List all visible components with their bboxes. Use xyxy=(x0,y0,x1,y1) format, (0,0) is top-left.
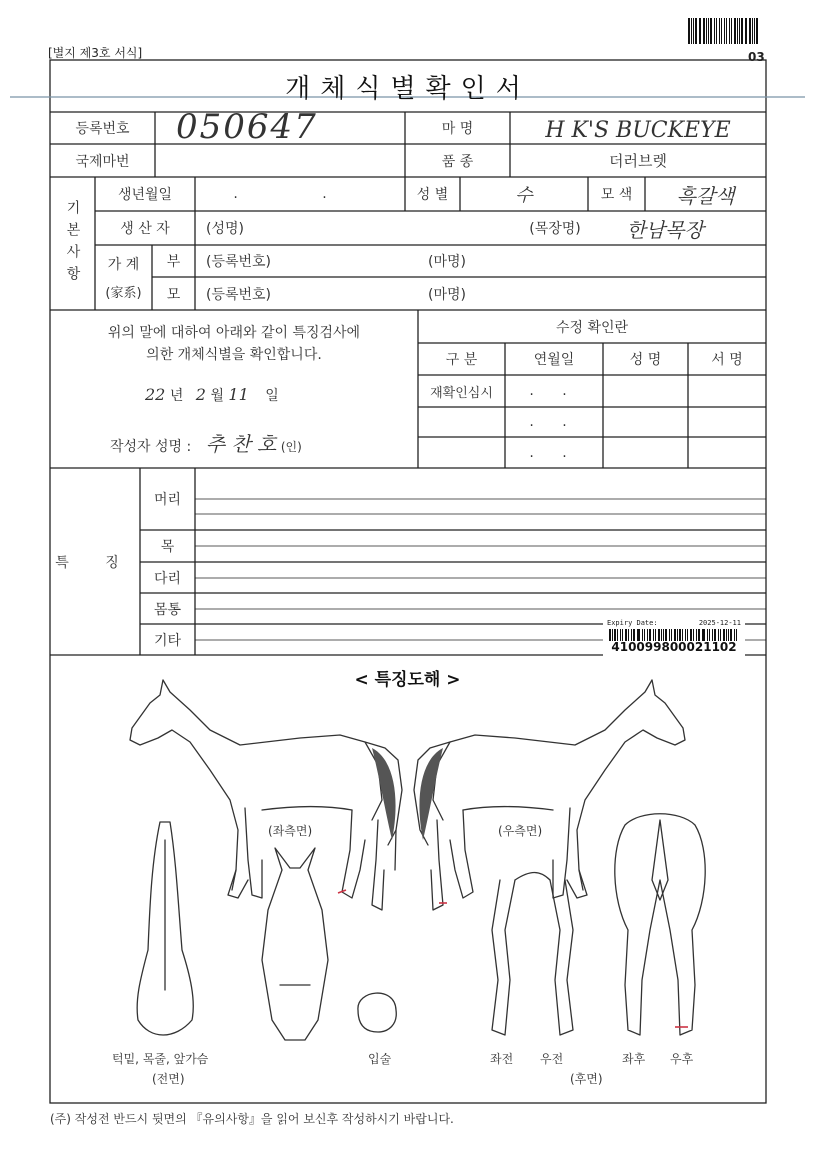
right-fore-label: 우전 xyxy=(540,1052,564,1066)
horse-forelegs-view xyxy=(492,873,573,1036)
expiry-value: 2025-12-11 xyxy=(698,619,741,627)
feature-head: 머리 xyxy=(153,492,182,508)
sex-label: 성 별 xyxy=(416,187,449,203)
dam-reg-label: (등록번호) xyxy=(206,286,272,303)
writer-seal: (인) xyxy=(280,440,302,454)
lips-label: 입술 xyxy=(368,1052,392,1066)
farm-label: (목장명) xyxy=(529,221,581,237)
markings xyxy=(338,890,688,1027)
statement-line2: 의한 개체식별을 확인합니다. xyxy=(146,347,322,363)
horse-front-view xyxy=(137,822,193,1035)
pedigree-sub: (家系) xyxy=(105,286,142,301)
sire-label: 부 xyxy=(166,254,181,270)
revision-row-1-type: 재확인심시 xyxy=(430,385,493,401)
date-month-unit: 월 xyxy=(210,388,224,404)
basic-section-text: 기본사항 xyxy=(64,199,81,288)
revision-header-sign: 서 명 xyxy=(711,352,743,368)
tails xyxy=(372,748,443,840)
name-value: H K'S BUCKEYE xyxy=(545,117,731,143)
pedigree-text: 가 계 xyxy=(107,257,140,273)
breeder-name-label: (성명) xyxy=(206,221,244,237)
coat-value: 흑갈색 xyxy=(676,183,735,208)
date-year-unit: 년 xyxy=(169,388,184,404)
feature-neck: 목 xyxy=(160,539,175,555)
breed-value: 더러브렛 xyxy=(609,152,667,170)
breed-label: 품 종 xyxy=(441,153,474,170)
date-year: 22 xyxy=(145,385,166,404)
dam-name-label: (마명) xyxy=(428,286,466,303)
reg-no-value: 050647 xyxy=(176,107,318,147)
rear-label: (후면) xyxy=(570,1072,603,1086)
front-label: (전면) xyxy=(152,1072,185,1086)
features-label: 특 징 xyxy=(55,554,135,571)
farm-value: 한남목장 xyxy=(626,217,704,242)
form-title: 개체식별확인서 xyxy=(285,73,531,104)
revision-header-date: 연월일 xyxy=(533,352,575,368)
right-hind-label: 우후 xyxy=(670,1052,694,1066)
front-caption: 턱밑, 목줄, 앞가슴 xyxy=(112,1052,209,1066)
revision-header-type: 구 분 xyxy=(445,352,478,368)
left-hind-label: 좌후 xyxy=(622,1052,646,1066)
date-day: 11 xyxy=(228,385,249,404)
revision-row-3-date: . . xyxy=(529,444,579,461)
form-label: [별지 제3호 서식] xyxy=(48,46,143,60)
diagram-title: < 특징도해 > xyxy=(354,669,461,690)
revision-row-2-date: . . xyxy=(529,414,579,430)
feature-legs: 다리 xyxy=(153,570,182,587)
horse-rear-view xyxy=(615,814,705,1035)
left-fore-label: 좌전 xyxy=(490,1052,514,1066)
horse-lips-view xyxy=(358,993,396,1032)
revision-header-name: 성 명 xyxy=(629,352,662,368)
coat-label: 모 색 xyxy=(600,187,633,203)
statement-line1: 위의 말에 대하여 아래와 같이 특징검사에 xyxy=(107,325,361,341)
sire-reg-label: (등록번호) xyxy=(206,254,272,270)
sticker-number: 410099800021102 xyxy=(611,640,737,654)
revision-title: 수정 확인란 xyxy=(555,319,629,336)
writer-value: 추 찬 호 xyxy=(205,432,277,456)
sire-name-label: (마명) xyxy=(428,254,466,270)
birth-value: . . xyxy=(233,186,367,202)
name-label: 마 명 xyxy=(441,121,474,137)
expiry-label: Expiry Date: xyxy=(607,619,658,627)
date-month: 2 xyxy=(195,385,206,404)
feature-body: 몸통 xyxy=(153,601,182,618)
horse-left-side xyxy=(130,680,402,910)
dam-label: 모 xyxy=(166,286,181,303)
horse-right-side xyxy=(414,680,685,910)
writer-label: 작성자 성명 : xyxy=(110,439,192,455)
intl-no-label: 국제마번 xyxy=(75,153,130,170)
horse-head-view xyxy=(262,848,328,1040)
revision-row-1-date: . . xyxy=(529,383,579,399)
breeder-label: 생 산 자 xyxy=(120,221,170,237)
date-day-unit: 일 xyxy=(265,388,279,404)
footer-note: (주) 작성전 반드시 뒷면의 『유의사항』을 읽어 보신후 작성하시기 바랍니다. xyxy=(50,1112,454,1126)
birth-label: 생년월일 xyxy=(117,187,173,203)
reg-no-label: 등록번호 xyxy=(75,121,130,137)
feature-other: 기타 xyxy=(153,632,182,649)
sex-value: 수 xyxy=(515,185,533,206)
right-side-label: (우측면) xyxy=(498,824,543,838)
left-side-label: (좌측면) xyxy=(268,824,313,838)
page-number: 03 xyxy=(748,50,765,64)
